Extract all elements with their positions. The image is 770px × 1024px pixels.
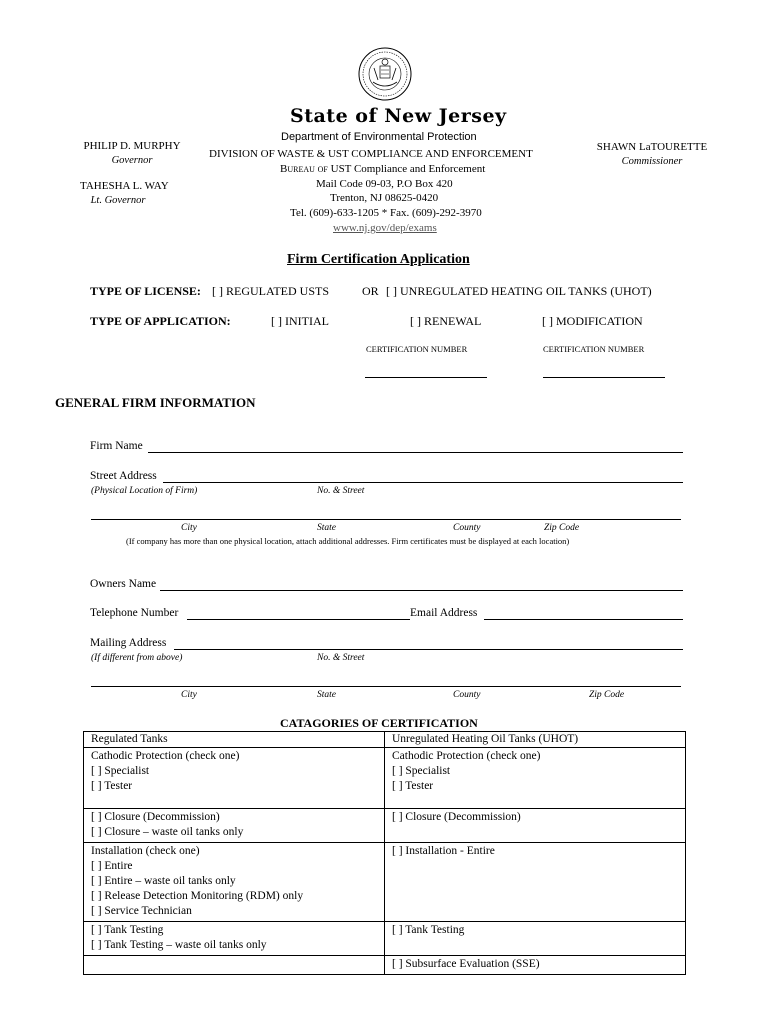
checkbox-item[interactable]: [ ] Closure (Decommission)	[392, 811, 521, 823]
email-field[interactable]	[484, 619, 683, 620]
state-hint: State	[317, 523, 336, 533]
owners-name-field[interactable]	[160, 590, 683, 591]
checkbox-item[interactable]: [ ] Tank Testing	[392, 924, 465, 936]
categories-heading: CATAGORIES OF CERTIFICATION	[280, 716, 478, 730]
left-header: Regulated Tanks	[91, 733, 168, 745]
checkbox-item[interactable]: [ ] Installation - Entire	[392, 845, 495, 857]
cell-line: Installation (check one)	[91, 845, 200, 857]
license-or-text: OR	[362, 284, 379, 298]
table-cell	[84, 843, 385, 922]
street-address-label: Street Address	[90, 470, 157, 482]
firm-name-field[interactable]	[148, 452, 683, 453]
checkbox-item[interactable]: [ ] Closure – waste oil tanks only	[91, 826, 244, 838]
cert-number-label-renewal: CERTIFICATION NUMBER	[366, 344, 468, 354]
state-hint-2: State	[317, 690, 336, 700]
right-header-cell	[385, 732, 686, 748]
city-hint-2: City	[181, 690, 197, 700]
checkbox-item[interactable]: [ ] Service Technician	[91, 905, 192, 917]
division-name: DIVISION OF WASTE & UST COMPLIANCE AND ENFORCEMENT	[209, 148, 533, 160]
email-label: Email Address	[410, 607, 478, 619]
license-option-regulated[interactable]: [ ] REGULATED USTS	[212, 284, 329, 298]
table-row	[84, 922, 686, 956]
table-cell	[385, 843, 686, 922]
checkbox-item[interactable]: [ ] Entire	[91, 860, 133, 872]
general-heading: GENERAL FIRM INFORMATION	[55, 395, 256, 410]
commissioner-name: SHAWN LaTOURETTE	[596, 141, 708, 153]
phone-fax: Tel. (609)-633-1205 * Fax. (609)-292-3970	[290, 207, 482, 219]
department-name: Department of Environmental Protection	[281, 131, 477, 143]
county-hint-2: County	[453, 690, 481, 700]
city-hint: City	[181, 523, 197, 533]
website-link[interactable]: www.nj.gov/dep/exams	[333, 222, 437, 234]
table-row	[84, 843, 686, 922]
checkbox-item[interactable]: [ ] Tester	[392, 780, 434, 792]
firm-name-label: Firm Name	[90, 440, 143, 452]
zip-hint: Zip Code	[544, 523, 580, 533]
telephone-field[interactable]	[187, 619, 410, 620]
table-cell	[84, 809, 385, 843]
no-street-hint: No. & Street	[317, 486, 365, 496]
checkbox-item[interactable]: [ ] Release Detection Monitoring (RDM) only	[91, 890, 304, 902]
mailing-city-state-field[interactable]	[91, 686, 681, 687]
street-address-field[interactable]	[163, 482, 683, 483]
table-cell	[385, 922, 686, 956]
table-cell	[385, 956, 686, 975]
checkbox-item[interactable]: [ ] Tank Testing	[91, 924, 164, 936]
app-option-renewal[interactable]: [ ] RENEWAL	[410, 314, 482, 328]
table-row	[84, 809, 686, 843]
mail-code: Mail Code 09-03, P.O Box 420	[316, 178, 453, 190]
owners-name-label: Owners Name	[90, 578, 157, 590]
form-title: Firm Certification Application	[287, 252, 470, 267]
physical-location-hint: (Physical Location of Firm)	[91, 486, 198, 496]
governor-title: Governor	[111, 155, 153, 166]
lt-governor-name: TAHESHA L. WAY	[80, 180, 169, 192]
cell-line: Cathodic Protection (check one)	[392, 750, 541, 762]
no-street-hint-2: No. & Street	[317, 653, 365, 663]
multi-location-note: (If company has more than one physical location, attach additional addresses. Firm certificates must be displayed at each location)	[126, 536, 570, 546]
license-label: TYPE OF LICENSE:	[90, 284, 201, 298]
right-header: Unregulated Heating Oil Tanks (UHOT)	[392, 733, 579, 745]
city-state-field[interactable]	[91, 519, 681, 520]
checkbox-item[interactable]: [ ] Subsurface Evaluation (SSE)	[392, 958, 540, 970]
cert-number-field-modification[interactable]	[543, 377, 665, 378]
zip-hint-2: Zip Code	[589, 690, 625, 700]
application-label: TYPE OF APPLICATION:	[90, 314, 231, 328]
lt-governor-title: Lt. Governor	[90, 195, 146, 206]
mailing-address-label: Mailing Address	[90, 637, 167, 649]
left-header-cell	[84, 732, 385, 748]
table-header-row	[84, 732, 686, 748]
categories-table	[83, 731, 686, 975]
checkbox-item[interactable]: [ ] Specialist	[91, 765, 150, 777]
table-row	[84, 748, 686, 809]
governor-name: PHILIP D. MURPHY	[83, 140, 181, 152]
checkbox-item[interactable]: [ ] Entire – waste oil tanks only	[91, 875, 236, 887]
state-seal-icon	[358, 46, 412, 102]
table-cell	[84, 748, 385, 809]
app-option-initial[interactable]: [ ] INITIAL	[271, 314, 329, 328]
table-cell	[385, 748, 686, 809]
telephone-label: Telephone Number	[90, 607, 179, 619]
county-hint: County	[453, 523, 481, 533]
bureau-name	[280, 163, 485, 175]
commissioner-title: Commissioner	[621, 156, 683, 167]
license-option-uhot[interactable]: [ ] UNREGULATED HEATING OIL TANKS (UHOT)	[386, 284, 652, 298]
cert-number-field-renewal[interactable]	[365, 377, 487, 378]
checkbox-item[interactable]: [ ] Closure (Decommission)	[91, 811, 220, 823]
cell-line: Cathodic Protection (check one)	[91, 750, 240, 762]
checkbox-item[interactable]: [ ] Specialist	[392, 765, 451, 777]
cert-number-label-modification: CERTIFICATION NUMBER	[543, 344, 645, 354]
state-title: State of New Jersey	[290, 105, 507, 127]
bureau-rest: UST Compliance and Enforcement	[330, 163, 486, 175]
table-row	[84, 956, 686, 975]
table-cell	[385, 809, 686, 843]
address-city: Trenton, NJ 08625-0420	[330, 192, 439, 204]
table-cell	[84, 922, 385, 956]
checkbox-item[interactable]: [ ] Tester	[91, 780, 133, 792]
if-different-hint: (If different from above)	[91, 653, 183, 663]
bureau-prefix: Bureau of	[280, 163, 328, 175]
app-option-modification[interactable]: [ ] MODIFICATION	[542, 314, 643, 328]
checkbox-item[interactable]: [ ] Tank Testing – waste oil tanks only	[91, 939, 267, 951]
mailing-address-field[interactable]	[174, 649, 683, 650]
table-cell	[84, 956, 385, 975]
